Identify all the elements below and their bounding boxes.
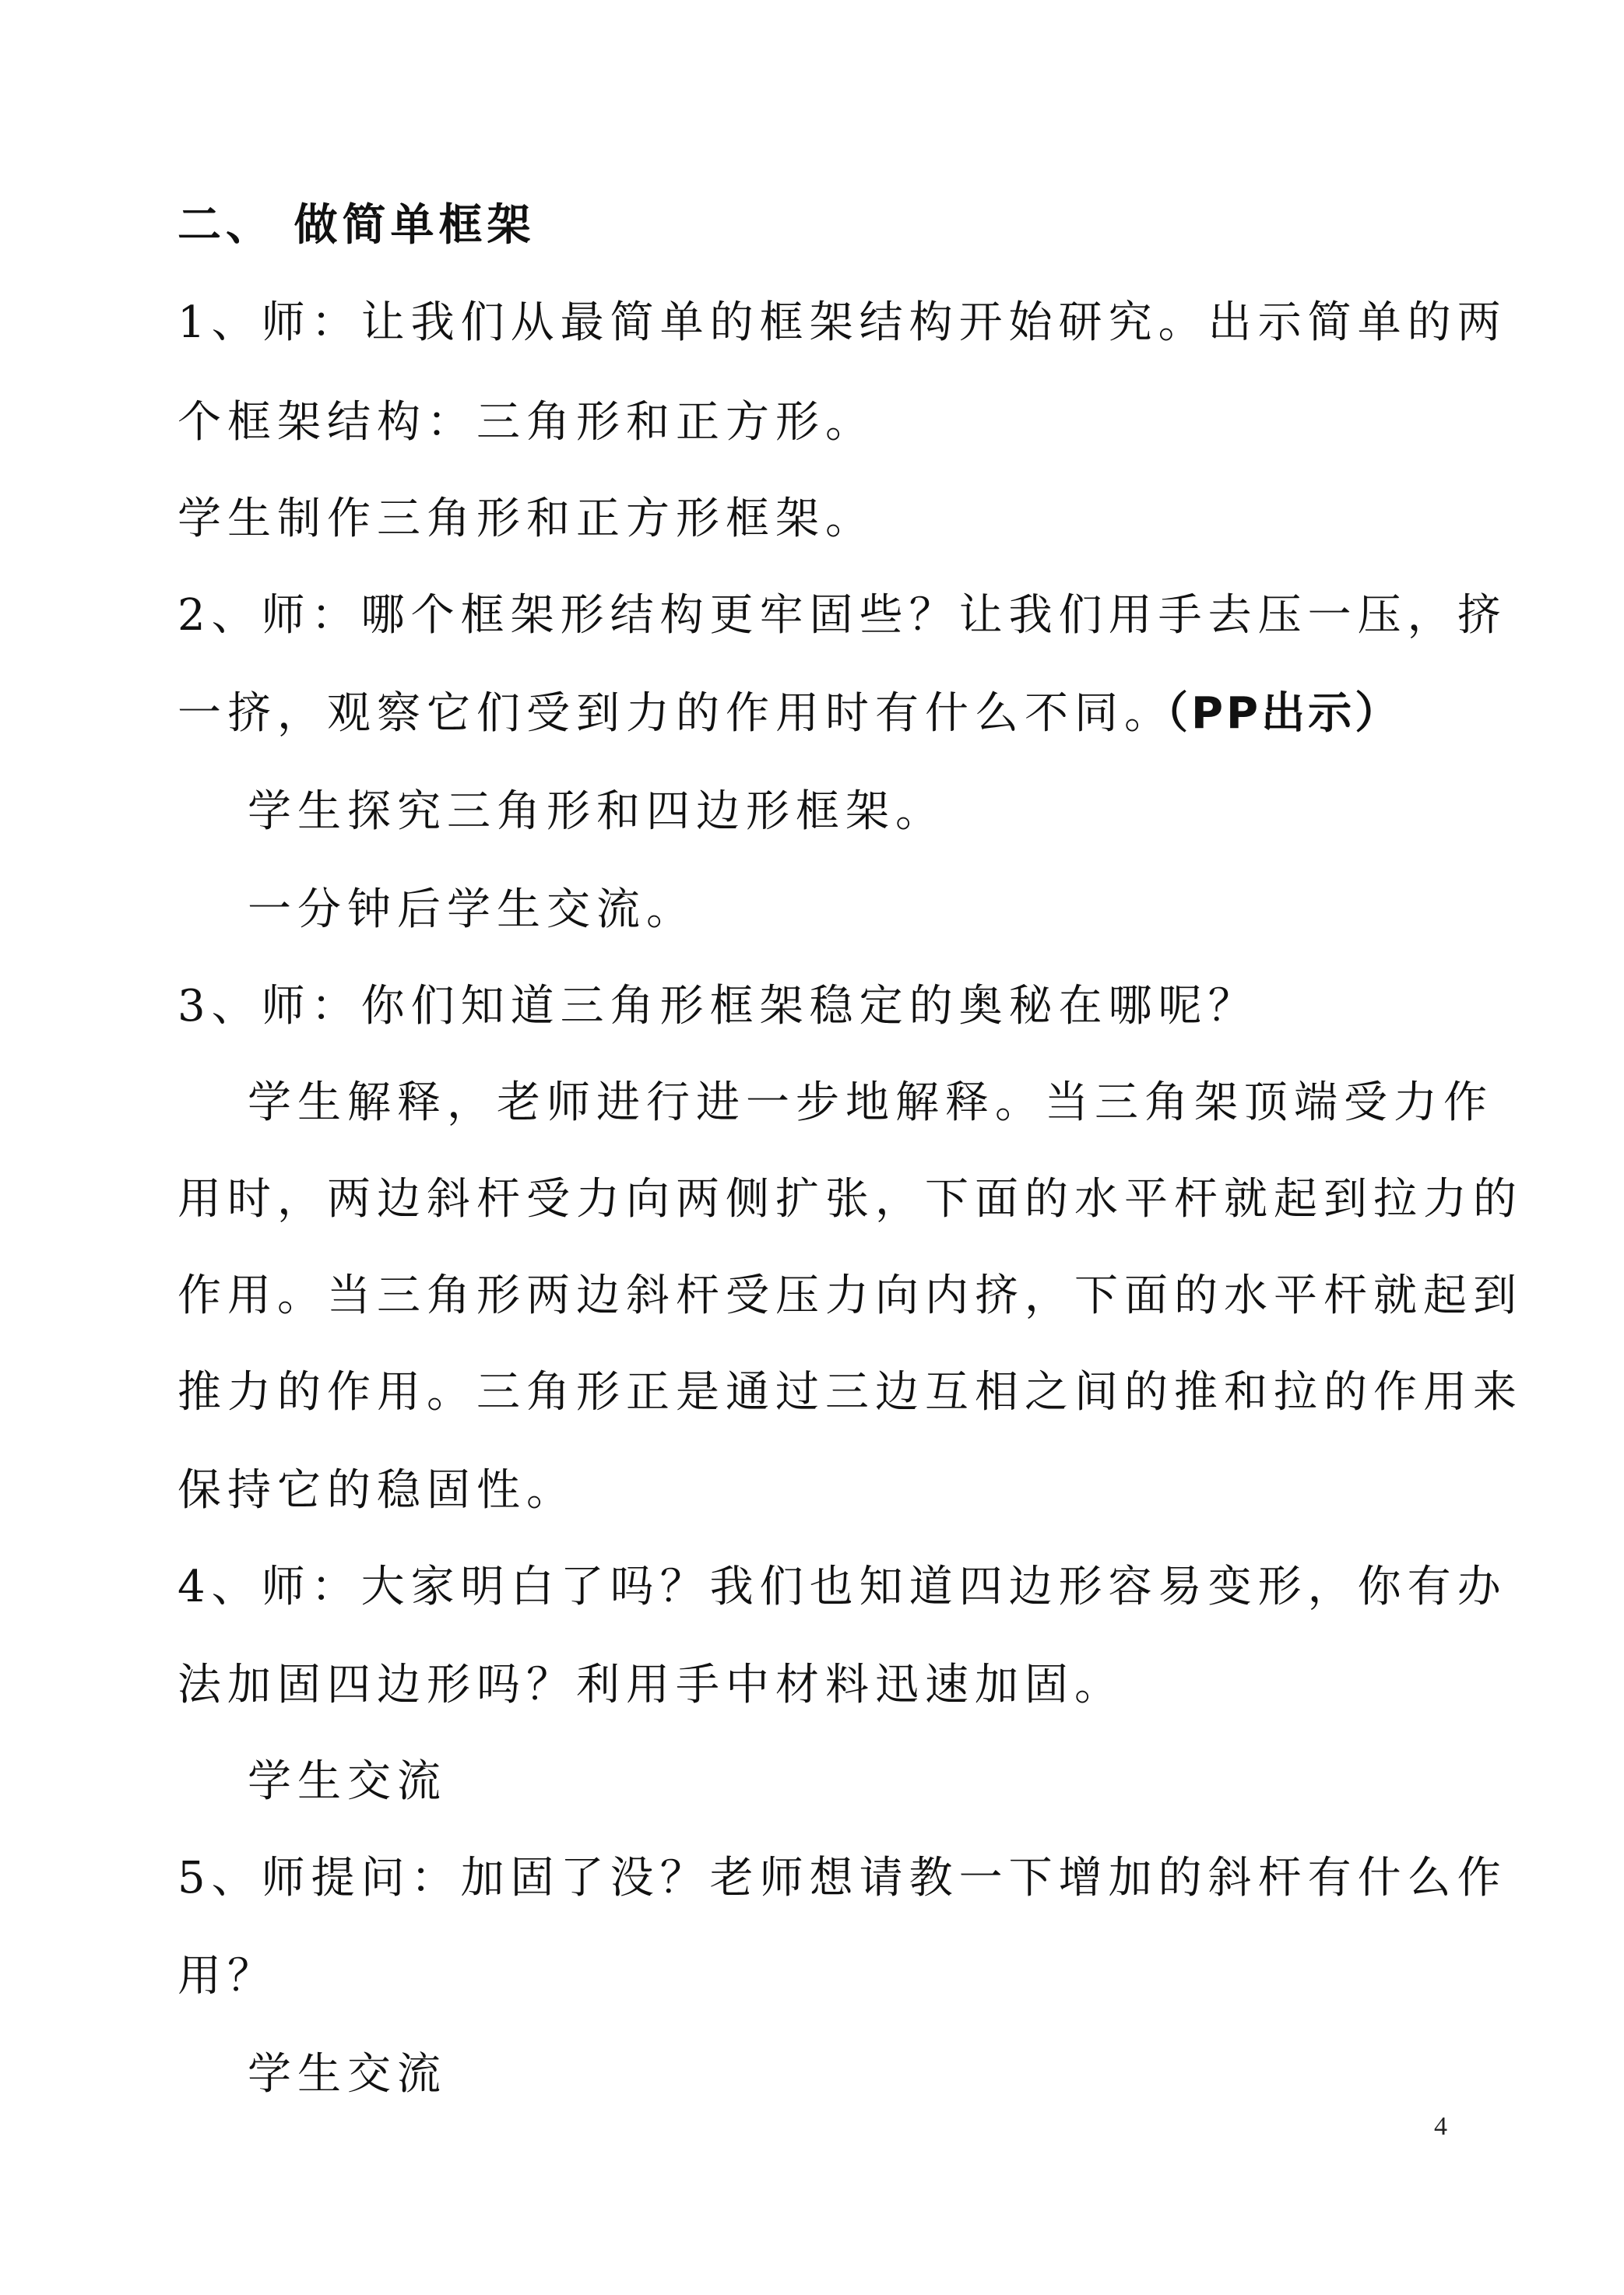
paragraph-line: 5、师提问：加固了没？老师想请教一下增加的斜杆有什么作 — [178, 1853, 1507, 1903]
paragraph-line: 学生探究三角形和四边形框架。 — [248, 786, 945, 837]
pp-show-note: （PP出示） — [1144, 688, 1402, 739]
paragraph-line: 一分钟后学生交流。 — [248, 884, 696, 935]
paragraph-line: 4、师：大家明白了吗？我们也知道四边形容易变形，你有办 — [178, 1562, 1507, 1612]
page-number: 4 — [1434, 2112, 1447, 2141]
section-heading: 二、 做简单框架 — [178, 200, 536, 251]
paragraph-line: 个框架结构：三角形和正方形。 — [178, 397, 875, 448]
paragraph-line: 2、师：哪个框架形结构更牢固些？让我们用手去压一压，挤 — [178, 590, 1507, 641]
paragraph-line: 用？ — [178, 1951, 277, 2002]
paragraph-line: 学生制作三角形和正方形框架。 — [178, 494, 875, 544]
paragraph-line: 学生交流 — [248, 1756, 447, 1807]
paragraph-line: 用时，两边斜杆受力向两侧扩张，下面的水平杆就起到拉力的 — [178, 1174, 1523, 1225]
paragraph-line: 作用。当三角形两边斜杆受压力向内挤，下面的水平杆就起到 — [178, 1271, 1523, 1321]
paragraph-line: 一挤，观察它们受到力的作用时有什么不同。 — [178, 688, 1174, 739]
paragraph-line: 保持它的稳固性。 — [178, 1465, 576, 1516]
paragraph-line: 3、师：你们知道三角形框架稳定的奥秘在哪呢？ — [178, 981, 1258, 1032]
paragraph-line: 法加固四边形吗？利用手中材料迅速加固。 — [178, 1660, 1124, 1710]
paragraph-line: 1、师：让我们从最简单的框架结构开始研究。出示简单的两 — [178, 297, 1507, 348]
paragraph-line: 学生解释，老师进行进一步地解释。当三角架顶端受力作 — [248, 1077, 1493, 1128]
paragraph-line: 推力的作用。三角形正是通过三边互相之间的推和拉的作用来 — [178, 1367, 1523, 1418]
paragraph-line: 学生交流 — [248, 2049, 447, 2100]
